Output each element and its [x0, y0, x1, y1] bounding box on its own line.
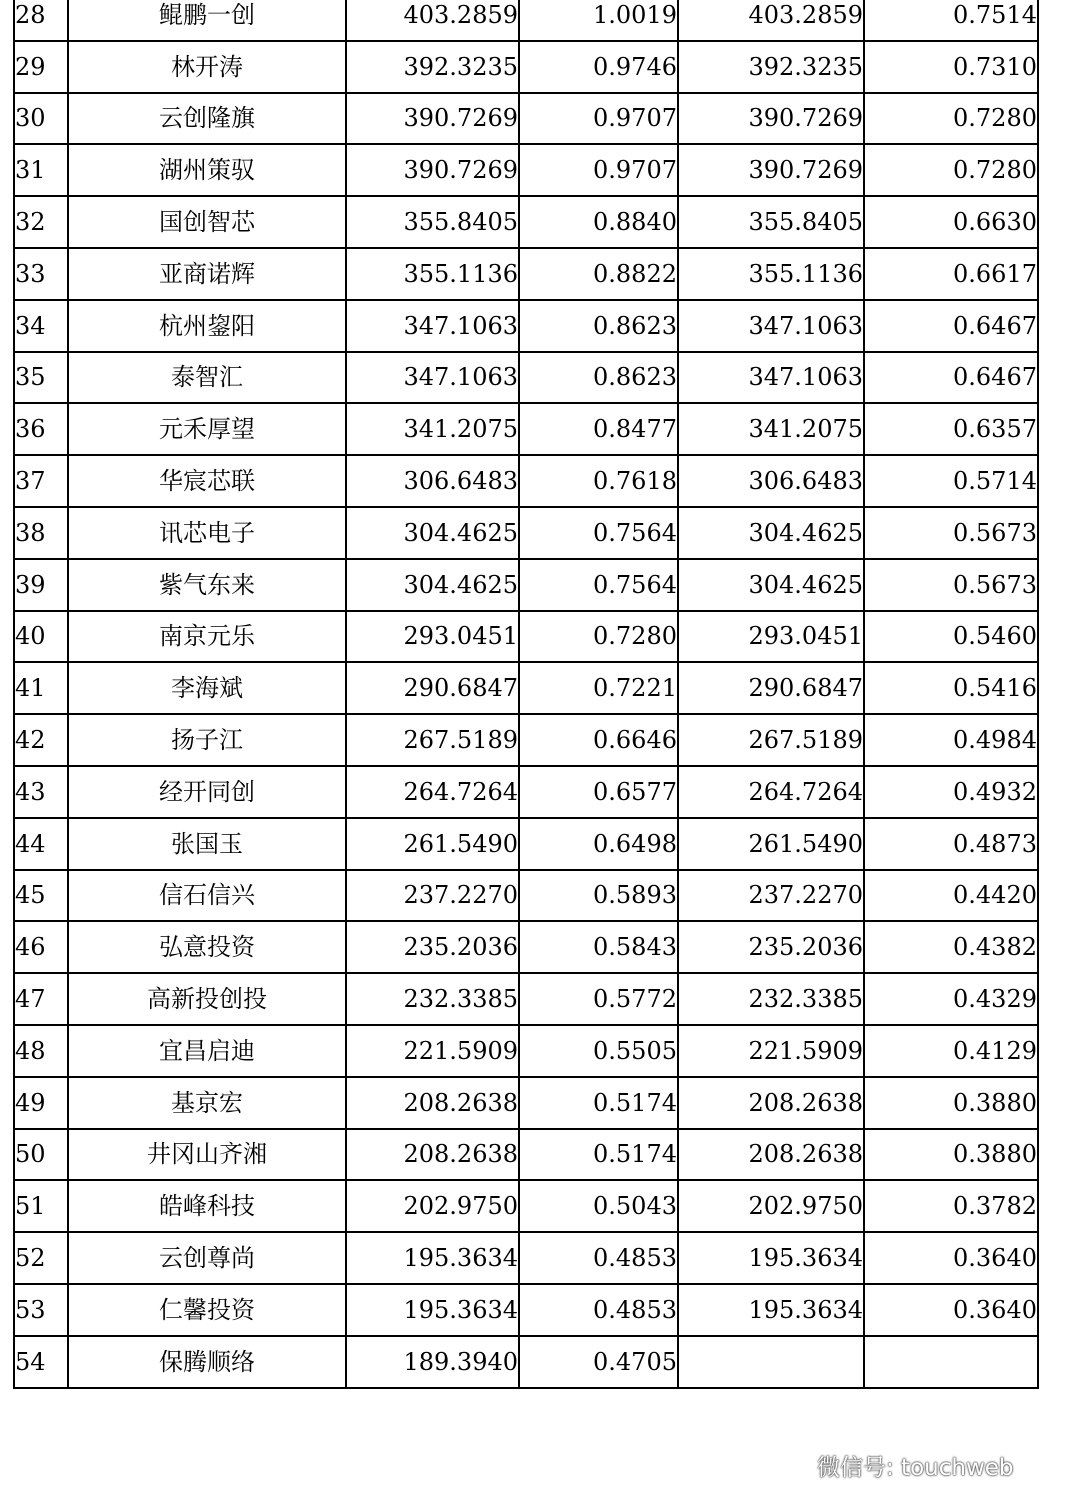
- ratio-b-cell: [864, 1336, 1038, 1388]
- ratio-a-cell: 0.9707: [519, 144, 678, 196]
- value-a-cell: 403.2859: [346, 0, 519, 41]
- holder-name-cell: 杭州鋆阳: [68, 300, 346, 352]
- ratio-b-cell: 0.5673: [864, 507, 1038, 559]
- table-row: [14, 248, 1038, 300]
- holder-name-cell: 讯芯电子: [68, 507, 346, 559]
- value-b-cell: 232.3385: [678, 973, 864, 1025]
- row-number-cell: 52: [14, 1232, 68, 1284]
- value-a-cell: 293.0451: [346, 611, 519, 663]
- value-b-cell: 221.5909: [678, 1025, 864, 1077]
- value-a-cell: 202.9750: [346, 1180, 519, 1232]
- value-a-cell: 221.5909: [346, 1025, 519, 1077]
- ratio-a-cell: 0.9707: [519, 93, 678, 145]
- ratio-b-cell: 0.4932: [864, 766, 1038, 818]
- ratio-a-cell: 0.4853: [519, 1232, 678, 1284]
- value-a-cell: 232.3385: [346, 973, 519, 1025]
- table-row: [14, 559, 1038, 611]
- value-a-cell: 392.3235: [346, 41, 519, 93]
- value-b-cell: 261.5490: [678, 818, 864, 870]
- value-a-cell: 355.8405: [346, 196, 519, 248]
- ratio-b-cell: 0.4382: [864, 921, 1038, 973]
- ratio-b-cell: 0.7280: [864, 144, 1038, 196]
- ratio-b-cell: 0.4984: [864, 714, 1038, 766]
- table-row: [14, 1025, 1038, 1077]
- holder-name-cell: 云创隆旗: [68, 93, 346, 145]
- holder-name-cell: 国创智芯: [68, 196, 346, 248]
- table-row: [14, 507, 1038, 559]
- ratio-b-cell: 0.5714: [864, 455, 1038, 507]
- row-number-cell: 46: [14, 921, 68, 973]
- ratio-b-cell: 0.6617: [864, 248, 1038, 300]
- value-a-cell: 261.5490: [346, 818, 519, 870]
- holder-name-cell: 信石信兴: [68, 870, 346, 922]
- value-b-cell: [678, 1336, 864, 1388]
- value-b-cell: 267.5189: [678, 714, 864, 766]
- ratio-a-cell: 0.7280: [519, 611, 678, 663]
- ratio-b-cell: 0.6630: [864, 196, 1038, 248]
- value-a-cell: 347.1063: [346, 352, 519, 404]
- value-b-cell: 293.0451: [678, 611, 864, 663]
- value-b-cell: 208.2638: [678, 1129, 864, 1181]
- ratio-a-cell: 0.7618: [519, 455, 678, 507]
- ratio-a-cell: 0.4853: [519, 1284, 678, 1336]
- ratio-a-cell: 0.5174: [519, 1129, 678, 1181]
- ratio-a-cell: 0.5772: [519, 973, 678, 1025]
- ratio-a-cell: 0.8623: [519, 352, 678, 404]
- value-a-cell: 390.7269: [346, 144, 519, 196]
- value-a-cell: 237.2270: [346, 870, 519, 922]
- ratio-a-cell: 0.7221: [519, 662, 678, 714]
- row-number-cell: 32: [14, 196, 68, 248]
- value-b-cell: 290.6847: [678, 662, 864, 714]
- row-number-cell: 30: [14, 93, 68, 145]
- value-a-cell: 341.2075: [346, 403, 519, 455]
- row-number-cell: 38: [14, 507, 68, 559]
- table-row: [14, 973, 1038, 1025]
- value-b-cell: 208.2638: [678, 1077, 864, 1129]
- value-a-cell: 306.6483: [346, 455, 519, 507]
- row-number-cell: 36: [14, 403, 68, 455]
- ratio-b-cell: 0.6467: [864, 300, 1038, 352]
- value-a-cell: 195.3634: [346, 1232, 519, 1284]
- ratio-b-cell: 0.3880: [864, 1129, 1038, 1181]
- ratio-a-cell: 0.8623: [519, 300, 678, 352]
- value-a-cell: 304.4625: [346, 507, 519, 559]
- table-row: [14, 0, 1038, 41]
- ratio-b-cell: 0.6467: [864, 352, 1038, 404]
- wechat-watermark: [783, 1449, 1014, 1482]
- value-a-cell: 267.5189: [346, 714, 519, 766]
- row-number-cell: 31: [14, 144, 68, 196]
- value-b-cell: 341.2075: [678, 403, 864, 455]
- table-row: [14, 93, 1038, 145]
- holder-name-cell: 湖州策驭: [68, 144, 346, 196]
- watermark-text: 微信号: touchweb: [817, 1455, 1014, 1481]
- row-number-cell: 39: [14, 559, 68, 611]
- table-row: [14, 714, 1038, 766]
- value-b-cell: 390.7269: [678, 93, 864, 145]
- row-number-cell: 53: [14, 1284, 68, 1336]
- ratio-b-cell: 0.7514: [864, 0, 1038, 41]
- row-number-cell: 49: [14, 1077, 68, 1129]
- ratio-a-cell: 0.5843: [519, 921, 678, 973]
- ratio-a-cell: 0.5174: [519, 1077, 678, 1129]
- ratio-b-cell: 0.4420: [864, 870, 1038, 922]
- row-number-cell: 54: [14, 1336, 68, 1388]
- ratio-b-cell: 0.3782: [864, 1180, 1038, 1232]
- row-number-cell: 41: [14, 662, 68, 714]
- ratio-b-cell: 0.3640: [864, 1232, 1038, 1284]
- row-number-cell: 42: [14, 714, 68, 766]
- holder-name-cell: 皓峰科技: [68, 1180, 346, 1232]
- holder-name-cell: 林开涛: [68, 41, 346, 93]
- row-number-cell: 37: [14, 455, 68, 507]
- ratio-b-cell: 0.4129: [864, 1025, 1038, 1077]
- holder-name-cell: 南京元乐: [68, 611, 346, 663]
- ratio-b-cell: 0.7310: [864, 41, 1038, 93]
- ratio-a-cell: 0.7564: [519, 559, 678, 611]
- holder-name-cell: 仁馨投资: [68, 1284, 346, 1336]
- value-a-cell: 347.1063: [346, 300, 519, 352]
- ratio-a-cell: 1.0019: [519, 0, 678, 41]
- row-number-cell: 48: [14, 1025, 68, 1077]
- table-row: [14, 1077, 1038, 1129]
- holder-name-cell: 亚商诺辉: [68, 248, 346, 300]
- table-row: [14, 1180, 1038, 1232]
- row-number-cell: 43: [14, 766, 68, 818]
- value-b-cell: 306.6483: [678, 455, 864, 507]
- table-row: [14, 1284, 1038, 1336]
- table-body: [14, 0, 1038, 1388]
- table-row: [14, 662, 1038, 714]
- ratio-b-cell: 0.3640: [864, 1284, 1038, 1336]
- value-b-cell: 355.8405: [678, 196, 864, 248]
- ratio-b-cell: 0.4873: [864, 818, 1038, 870]
- ratio-a-cell: 0.6646: [519, 714, 678, 766]
- table-row: [14, 144, 1038, 196]
- ratio-a-cell: 0.6577: [519, 766, 678, 818]
- wechat-icon: [783, 1454, 813, 1478]
- ratio-a-cell: 0.5893: [519, 870, 678, 922]
- holder-name-cell: 保腾顺络: [68, 1336, 346, 1388]
- row-number-cell: 34: [14, 300, 68, 352]
- holder-name-cell: 经开同创: [68, 766, 346, 818]
- ratio-a-cell: 0.5505: [519, 1025, 678, 1077]
- table-row: [14, 352, 1038, 404]
- ratio-b-cell: 0.6357: [864, 403, 1038, 455]
- value-a-cell: 390.7269: [346, 93, 519, 145]
- value-a-cell: 235.2036: [346, 921, 519, 973]
- row-number-cell: 35: [14, 352, 68, 404]
- ratio-b-cell: 0.5673: [864, 559, 1038, 611]
- ratio-b-cell: 0.5460: [864, 611, 1038, 663]
- value-a-cell: 208.2638: [346, 1129, 519, 1181]
- row-number-cell: 51: [14, 1180, 68, 1232]
- holder-name-cell: 泰智汇: [68, 352, 346, 404]
- ratio-b-cell: 0.7280: [864, 93, 1038, 145]
- value-b-cell: 195.3634: [678, 1284, 864, 1336]
- value-a-cell: 264.7264: [346, 766, 519, 818]
- table-row: [14, 611, 1038, 663]
- value-b-cell: 264.7264: [678, 766, 864, 818]
- ratio-a-cell: 0.4705: [519, 1336, 678, 1388]
- table-row: [14, 1129, 1038, 1181]
- value-b-cell: 347.1063: [678, 352, 864, 404]
- ratio-b-cell: 0.4329: [864, 973, 1038, 1025]
- table-row: [14, 196, 1038, 248]
- holder-name-cell: 弘意投资: [68, 921, 346, 973]
- table-row: [14, 403, 1038, 455]
- ratio-a-cell: 0.5043: [519, 1180, 678, 1232]
- value-a-cell: 208.2638: [346, 1077, 519, 1129]
- value-b-cell: 202.9750: [678, 1180, 864, 1232]
- row-number-cell: 50: [14, 1129, 68, 1181]
- value-b-cell: 235.2036: [678, 921, 864, 973]
- row-number-cell: 33: [14, 248, 68, 300]
- holder-name-cell: 张国玉: [68, 818, 346, 870]
- value-a-cell: 290.6847: [346, 662, 519, 714]
- value-a-cell: 304.4625: [346, 559, 519, 611]
- ratio-a-cell: 0.8822: [519, 248, 678, 300]
- row-number-cell: 44: [14, 818, 68, 870]
- shareholder-table: [13, 0, 1039, 1389]
- table-row: [14, 300, 1038, 352]
- row-number-cell: 47: [14, 973, 68, 1025]
- table-row: [14, 921, 1038, 973]
- row-number-cell: 40: [14, 611, 68, 663]
- table-row: [14, 818, 1038, 870]
- holder-name-cell: 高新投创投: [68, 973, 346, 1025]
- table-row: [14, 1336, 1038, 1388]
- value-a-cell: 195.3634: [346, 1284, 519, 1336]
- value-a-cell: 189.3940: [346, 1336, 519, 1388]
- table-row: [14, 455, 1038, 507]
- value-a-cell: 355.1136: [346, 248, 519, 300]
- value-b-cell: 304.4625: [678, 559, 864, 611]
- holder-name-cell: 基京宏: [68, 1077, 346, 1129]
- row-number-cell: 45: [14, 870, 68, 922]
- table-row: [14, 41, 1038, 93]
- value-b-cell: 347.1063: [678, 300, 864, 352]
- holder-name-cell: 元禾厚望: [68, 403, 346, 455]
- holder-name-cell: 云创尊尚: [68, 1232, 346, 1284]
- value-b-cell: 195.3634: [678, 1232, 864, 1284]
- ratio-a-cell: 0.8840: [519, 196, 678, 248]
- holder-name-cell: 井冈山齐湘: [68, 1129, 346, 1181]
- holder-name-cell: 紫气东来: [68, 559, 346, 611]
- ratio-b-cell: 0.3880: [864, 1077, 1038, 1129]
- table-row: [14, 766, 1038, 818]
- row-number-cell: 28: [14, 0, 68, 41]
- holder-name-cell: 李海斌: [68, 662, 346, 714]
- holder-name-cell: 扬子江: [68, 714, 346, 766]
- holder-name-cell: 鲲鹏一创: [68, 0, 346, 41]
- value-b-cell: 355.1136: [678, 248, 864, 300]
- holder-name-cell: 华宸芯联: [68, 455, 346, 507]
- ratio-a-cell: 0.9746: [519, 41, 678, 93]
- value-b-cell: 403.2859: [678, 0, 864, 41]
- ratio-a-cell: 0.6498: [519, 818, 678, 870]
- table-row: [14, 870, 1038, 922]
- value-b-cell: 390.7269: [678, 144, 864, 196]
- ratio-a-cell: 0.8477: [519, 403, 678, 455]
- table-row: [14, 1232, 1038, 1284]
- holder-name-cell: 宜昌启迪: [68, 1025, 346, 1077]
- row-number-cell: 29: [14, 41, 68, 93]
- value-b-cell: 392.3235: [678, 41, 864, 93]
- ratio-b-cell: 0.5416: [864, 662, 1038, 714]
- value-b-cell: 237.2270: [678, 870, 864, 922]
- value-b-cell: 304.4625: [678, 507, 864, 559]
- ratio-a-cell: 0.7564: [519, 507, 678, 559]
